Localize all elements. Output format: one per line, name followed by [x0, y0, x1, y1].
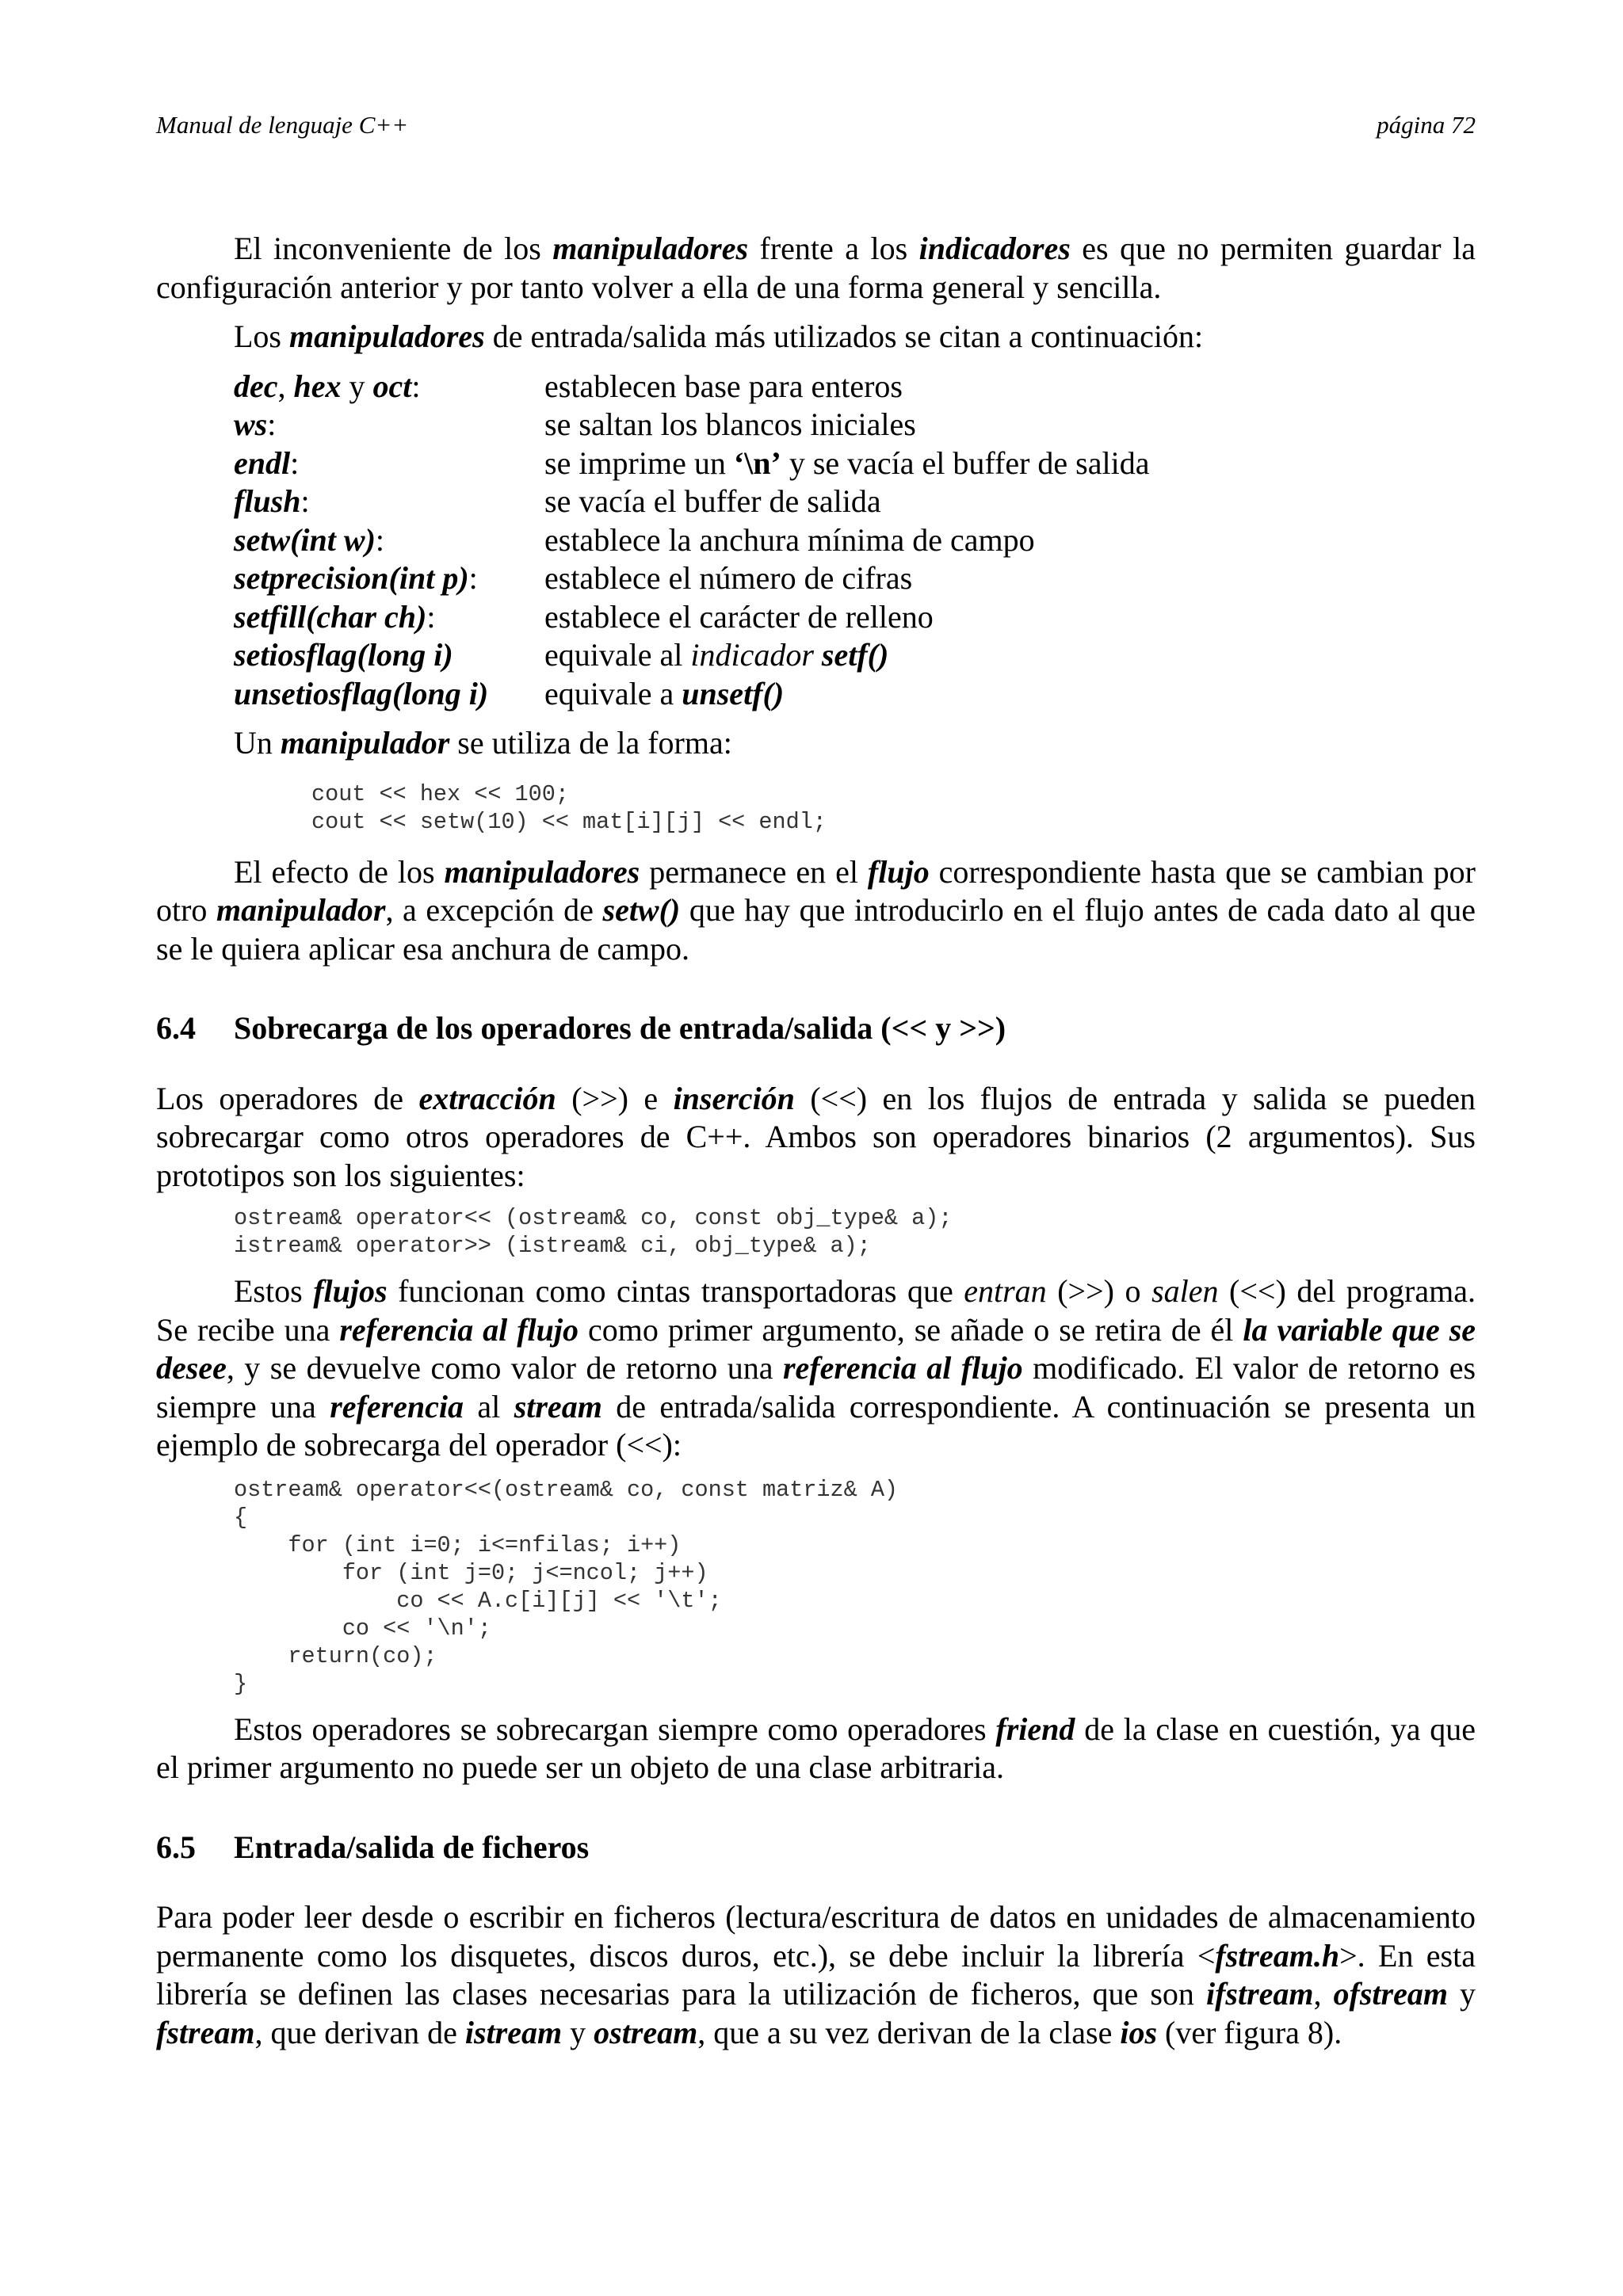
section-title: Sobrecarga de los operadores de entrada/salida (<< y >>)	[234, 1010, 1006, 1046]
paragraph: Para poder leer desde o escribir en ficheros (lectura/escritura de datos en unidades de almacenamiento permanente como los disquetes, discos duros, etc.), se debe incluir la librería <fstream.h>. En esta librería se definen las clases necesarias para la utilización de ficheros, que son ifstream, ofstream y fstream, que derivan de istream y ostream, que a su vez derivan de la clase ios (ver figura 8).	[156, 1899, 1476, 2050]
page-body	[156, 230, 1476, 2052]
paragraph: Los manipuladores de entrada/salida más utilizados se citan a continuación:	[234, 318, 1204, 354]
section-title: Entrada/salida de ficheros	[234, 1829, 590, 1865]
code-block: cout << hex << 100; cout << setw(10) << mat[i][j] << endl;	[311, 780, 827, 835]
paragraph: Los operadores de extracción (>>) e inserción (<<) en los flujos de entrada y salida se pueden sobrecargar como otros operadores de C++. Ambos son operadores binarios (2 argumentos). Sus prototipos son los siguientes:	[156, 1080, 1476, 1193]
table-row: setw(int w): establece la anchura mínima de campo	[234, 521, 1035, 558]
section-number: 6.5	[156, 1829, 196, 1865]
table-row: endl: se imprime un ‘\n’ y se vacía el buffer de salida	[234, 444, 1150, 481]
paragraph: Un manipulador se utiliza de la forma:	[234, 725, 732, 761]
section-heading	[156, 1829, 1476, 1867]
paragraph: Estos flujos funcionan como cintas transportadoras que entran (>>) o salen (<<) del programa. Se recibe una referencia al flujo como primer argumento, se añade o se retira de él la variable que se desee, y se devuelve como valor de retorno una referencia al flujo modificado. El valor de retorno es siempre una referencia al stream de entrada/salida correspondiente. A continuación se presenta un ejemplo de sobrecarga del operador (<<):	[156, 1273, 1476, 1463]
paragraph: El inconveniente de los manipuladores frente a los indicadores es que no permiten guardar la configuración anterior y por tanto volver a ella de una forma general y sencilla.	[156, 231, 1476, 305]
paragraph: Estos operadores se sobrecargan siempre como operadores friend de la clase en cuestión, ya que el primer argumento no puede ser un objeto de una clase arbitraria.	[156, 1711, 1476, 1785]
table-row: setprecision(int p): establece el número de cifras	[234, 560, 913, 596]
table-row: unsetiosflag(long i) equivale a unsetf()	[234, 675, 785, 711]
section-number: 6.4	[156, 1010, 196, 1046]
paragraph: El efecto de los manipuladores permanece en el flujo correspondiente hasta que se cambian por otro manipulador, a excepción de setw() que hay que introducirlo en el flujo antes de cada dato al que se le quiera aplicar esa anchura de campo.	[156, 853, 1476, 967]
table-row: setfill(char ch): establece el carácter de relleno	[234, 598, 934, 635]
code-block: ostream& operator<< (ostream& co, const obj_type& a); istream& operator>> (istream& ci, obj_type& a);	[234, 1205, 953, 1259]
table-row: setiosflag(long i) equivale al indicador setf()	[234, 637, 889, 673]
table-row: ws: se saltan los blancos iniciales	[234, 406, 916, 442]
table-row: dec, hex y oct: establecen base para enteros	[234, 368, 903, 404]
header-title: Manual de lenguaje C++	[156, 111, 409, 139]
manipulators-table	[234, 368, 1149, 714]
page-header	[156, 111, 1476, 139]
section-heading	[156, 1009, 1476, 1048]
code-block: ostream& operator<<(ostream& co, const matriz& A) { for (int i=0; i<=nfilas; i++) for (int j=0; j<=ncol; j++) co << A.c[i][j] << '\t'; co << '\n'; return(co); }	[234, 1476, 899, 1697]
table-row: flush: se vacía el buffer de salida	[234, 483, 881, 519]
header-page-number: página 72	[1377, 111, 1476, 139]
